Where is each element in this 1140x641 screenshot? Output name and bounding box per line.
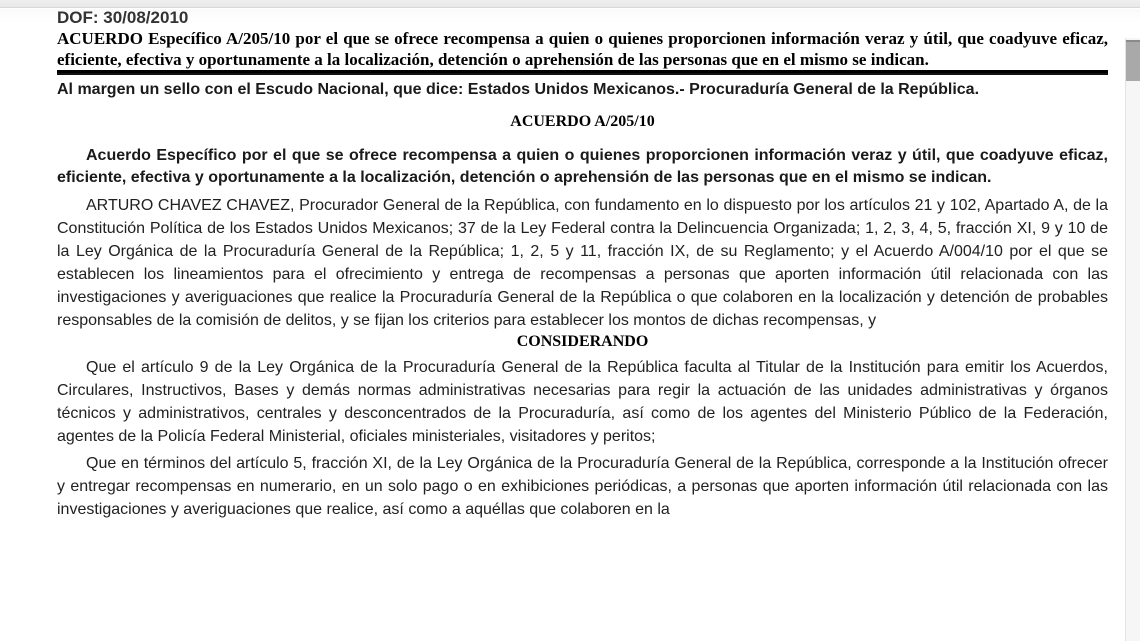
document-page <box>57 8 1108 521</box>
vertical-scrollbar[interactable] <box>1125 38 1140 641</box>
agreement-number-heading: ACUERDO A/205/10 <box>510 113 655 130</box>
dof-date: DOF: 30/08/2010 <box>57 8 189 27</box>
considerando-paragraph: Que el artículo 9 de la Ley Orgánica de la Procuraduría General de la República faculta al Titular de la Institución para emitir los Acuerdos, Circulares, Instructivos, Bases y demás normas administrativas necesarias para regir la actuación de las unidades administrativas y órganos técnicos y administrativos, centrales y desconcentrados de la Procuraduría, así como de los agentes del Ministerio Público de la Federación, agentes de la Policía Federal Ministerial, oficiales ministeriales, visitadores y peritos; <box>57 359 1108 445</box>
considerando-heading: CONSIDERANDO <box>516 333 649 350</box>
considerando-paragraph: Que en términos del artículo 5, fracción XI, de la Ley Orgánica de la Procuraduría General de la República, corresponde a la Institución ofrecer y entregar recompensas en numerario, en un solo pago o en exhibiciones periódicas, a personas que aporten información útil relacionada con las investigaciones y averiguaciones que realice, así como a aquéllas que colaboren en la <box>57 455 1108 518</box>
page-top-edge <box>0 0 1140 8</box>
document-title: ACUERDO Específico A/205/10 por el que se ofrece recompensa a quien o quienes proporcionen información veraz y útil, que coadyuve eficaz, eficiente, efectiva y oportunamente a la localización, detención o aprehensión de las personas que en el mismo se indican. <box>57 28 1108 73</box>
legal-basis-paragraph: ARTURO CHAVEZ CHAVEZ, Procurador General de la República, con fundamento en lo dispuesto por los artículos 21 y 102, Apartado A, de la Constitución Política de los Estados Unidos Mexicanos; 37 de la Ley Federal contra la Delincuencia Organizada; 1, 2, 3, 4, 5, fracción XI, 9 y 10 de la Ley Orgánica de la Procuraduría General de la República; 1, 2, 5 y 11, fracción IX, de su Reglamento; y el Acuerdo A/004/10 por el que se establecen los lineamientos para el ofrecimiento y entrega de recompensas a personas que aporten información útil relacionada con las investigaciones y averiguaciones que realice la Procuraduría General de la República o que colaboren en la localización y detención de probables responsables de la comisión de delitos, y se fijan los criterios para establecer los montos de dichas recompensas, y <box>57 197 1108 329</box>
margin-seal-text: Al margen un sello con el Escudo Nacional, que dice: Estados Unidos Mexicanos.- Procuraduría General de la República. <box>57 81 980 98</box>
title-divider-rule <box>57 73 1108 75</box>
agreement-summary: Acuerdo Específico por el que se ofrece recompensa a quien o quienes proporcionen información veraz y útil, que coadyuve eficaz, eficiente, efectiva y oportunamente a la localización, detención o aprehensión de las personas que en el mismo se indican. <box>57 147 1108 186</box>
scrollbar-thumb[interactable] <box>1126 40 1140 81</box>
